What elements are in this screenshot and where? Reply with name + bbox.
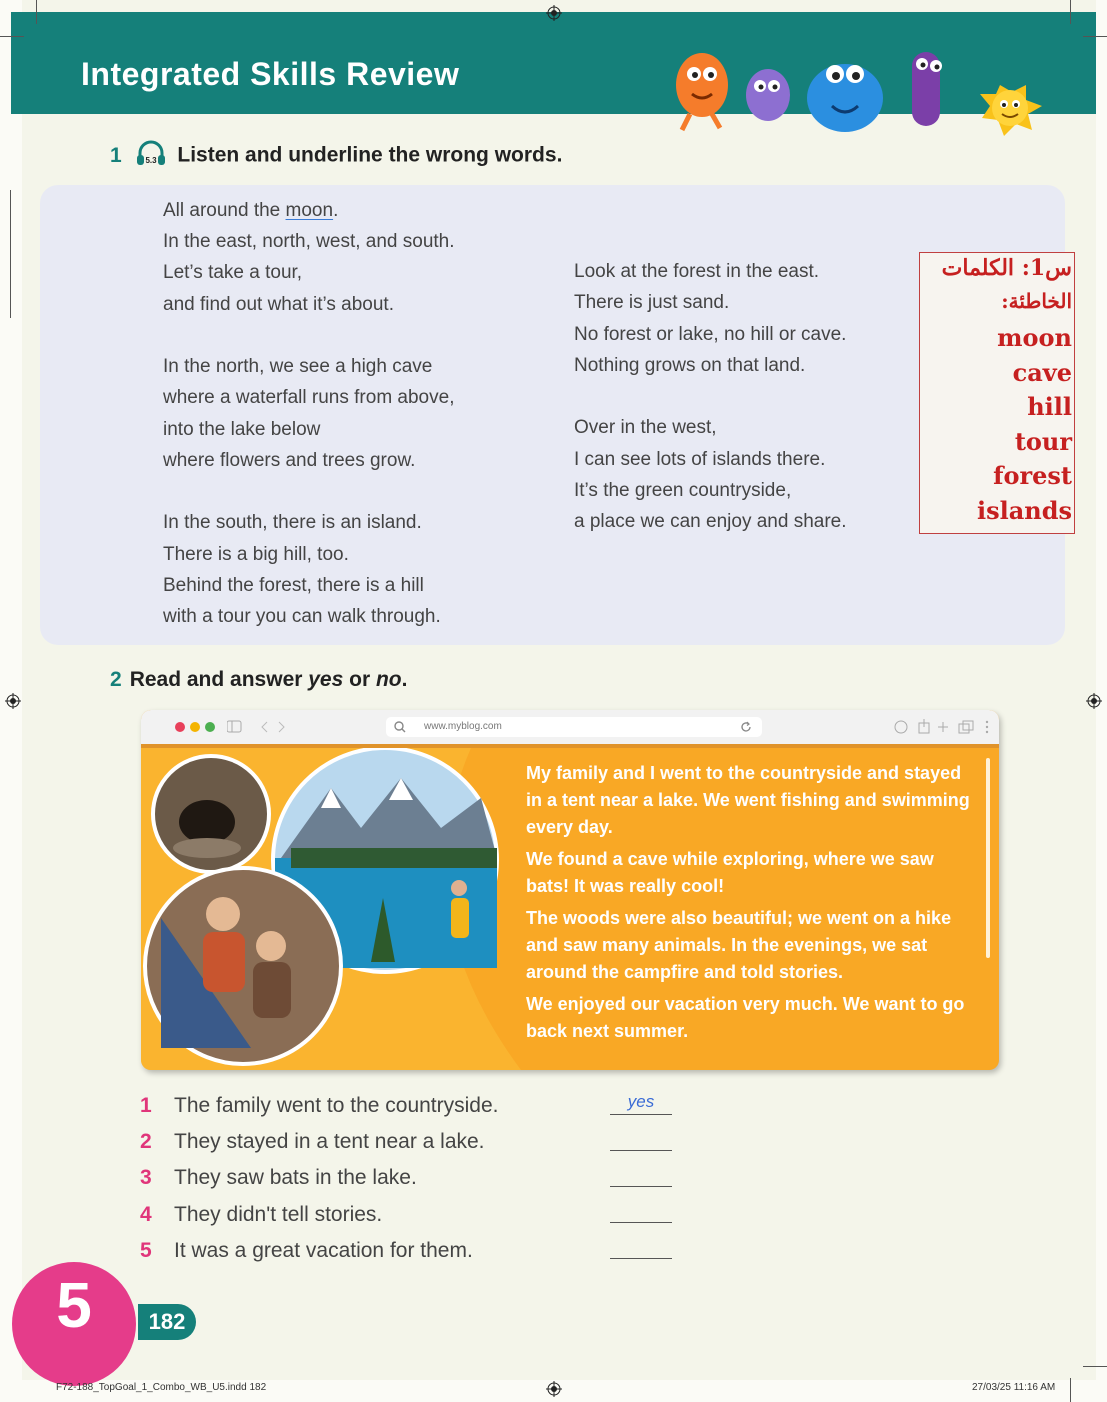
answer-key-heading: الخاطئة: (1001, 289, 1072, 313)
poem-line: where flowers and trees grow. (163, 450, 416, 471)
answer-key-word: moon (997, 323, 1072, 352)
question-row: 1 The family went to the countryside. (140, 1094, 499, 1117)
no-word: no (375, 668, 402, 691)
poem-line: In the north, we see a high cave (163, 356, 433, 377)
blog-paragraph: We enjoyed our vacation very much. We want to go back next summer. (526, 994, 965, 1041)
page-number: 182 (138, 1304, 196, 1340)
crop-mark (1083, 36, 1107, 37)
close-dot-icon (175, 722, 185, 732)
purple-tall-mascot-icon (912, 52, 942, 126)
crop-mark (1070, 1378, 1071, 1402)
footer-date: 27/03/25 11:16 AM (972, 1382, 1056, 1393)
blog-photos (141, 748, 521, 1070)
poem-line: Let’s take a tour, (163, 262, 303, 283)
unit-badge (12, 1262, 136, 1386)
blog-paragraph: My family and I went to the countryside and stayed in a tent near a lake. We went fishing and swimming every day. (526, 763, 970, 837)
underlined-word: moon (285, 200, 334, 221)
headphones-audio-icon[interactable] (136, 140, 166, 172)
answer-key-word: forest (993, 461, 1072, 490)
blog-paragraph: We found a cave while exploring, where we saw bats! It was really cool! (526, 849, 934, 896)
browser-actions-icons[interactable] (893, 719, 993, 735)
crop-mark (1070, 0, 1071, 24)
mascot-characters-illustration (660, 40, 1060, 150)
purple-small-mascot-icon (746, 69, 790, 121)
address-bar[interactable] (386, 717, 762, 737)
search-icon (394, 721, 406, 733)
poem-line: I can see lots of islands there. (574, 449, 826, 470)
registration-mark-icon (546, 1381, 562, 1397)
maximize-dot-icon (205, 722, 215, 732)
poem-line: and find out what it’s about. (163, 294, 394, 315)
browser-toolbar (141, 710, 999, 748)
crop-mark (36, 0, 37, 24)
registration-mark-icon (546, 5, 562, 21)
sidebar-nav-icons (227, 720, 287, 734)
answer-key-word: hill (1027, 392, 1072, 421)
question-row: 5 It was a great vacation for them. (140, 1239, 473, 1262)
camping-family-photo (145, 868, 341, 1064)
poem-line: It’s the green countryside, (574, 480, 792, 501)
registration-mark-icon (5, 693, 21, 709)
blue-mascot-icon (807, 64, 883, 132)
poem-line: a place we can enjoy and share. (574, 511, 847, 532)
answer-key-word: tour (1014, 427, 1072, 456)
registration-mark-icon (1086, 693, 1102, 709)
poem-line: into the lake below (163, 419, 321, 440)
answer-key-word: cave (1012, 358, 1072, 387)
poem-line: All around the moon. (163, 200, 339, 221)
answer-key-box (919, 252, 1075, 534)
question-2-title: 2 Read and answer yes or no. (110, 668, 408, 691)
question-1-instruction: Listen and underline the wrong words. (177, 143, 563, 167)
question-1-title (110, 140, 562, 172)
poem-line: Look at the forest in the east. (574, 261, 820, 282)
question-2-number: 2 (110, 668, 122, 691)
reload-icon[interactable] (740, 721, 752, 733)
poem-line: Over in the west, (574, 417, 717, 438)
minimize-dot-icon (190, 722, 200, 732)
question-row: 3 They saw bats in the lake. (140, 1166, 417, 1189)
poem-line: with a tour you can walk through. (163, 606, 441, 627)
cave-photo (153, 756, 269, 872)
answer-field[interactable] (610, 1164, 672, 1187)
crop-mark (1083, 1366, 1107, 1367)
footer-file-info: F72-188_TopGoal_1_Combo_WB_U5.indd 182 (56, 1382, 267, 1393)
question-1-number: 1 (110, 143, 122, 167)
browser-window (141, 710, 999, 1070)
crop-mark (0, 36, 24, 37)
poem-line: There is just sand. (574, 292, 730, 313)
poem-line: In the east, north, west, and south. (163, 231, 455, 252)
answer-field[interactable] (610, 1236, 672, 1259)
question-row: 2 They stayed in a tent near a lake. (140, 1130, 485, 1153)
unit-number: 5 (56, 1269, 92, 1341)
question-row: 4 They didn't tell stories. (140, 1203, 383, 1226)
orange-mascot-icon (676, 53, 728, 130)
answer-field[interactable]: yes (610, 1092, 672, 1115)
poem-line: In the south, there is an island. (163, 512, 422, 533)
poem-line: Behind the forest, there is a hill (163, 575, 424, 596)
scrollbar[interactable] (986, 758, 990, 958)
poem-line: where a waterfall runs from above, (163, 387, 455, 408)
poem-line: Nothing grows on that land. (574, 355, 806, 376)
answer-key-word: islands (976, 496, 1072, 525)
answer-key-heading: س1: الكلمات (941, 255, 1072, 281)
yes-word: yes (308, 668, 344, 691)
poem-line: There is a big hill, too. (163, 544, 349, 565)
poem-line: No forest or lake, no hill or cave. (574, 324, 847, 345)
answer-field[interactable] (610, 1128, 672, 1151)
answer-field[interactable] (610, 1200, 672, 1223)
url-text: www.myblog.com (424, 721, 502, 732)
page-title: Integrated Skills Review (81, 56, 460, 92)
crop-mark (10, 190, 11, 318)
audio-track-label: 5.3 (144, 156, 157, 165)
sun-mascot-icon (980, 85, 1042, 136)
blog-paragraph: The woods were also beautiful; we went on a hike and saw many animals. In the evenings, we sat around the campfire and told stories. (526, 908, 952, 982)
